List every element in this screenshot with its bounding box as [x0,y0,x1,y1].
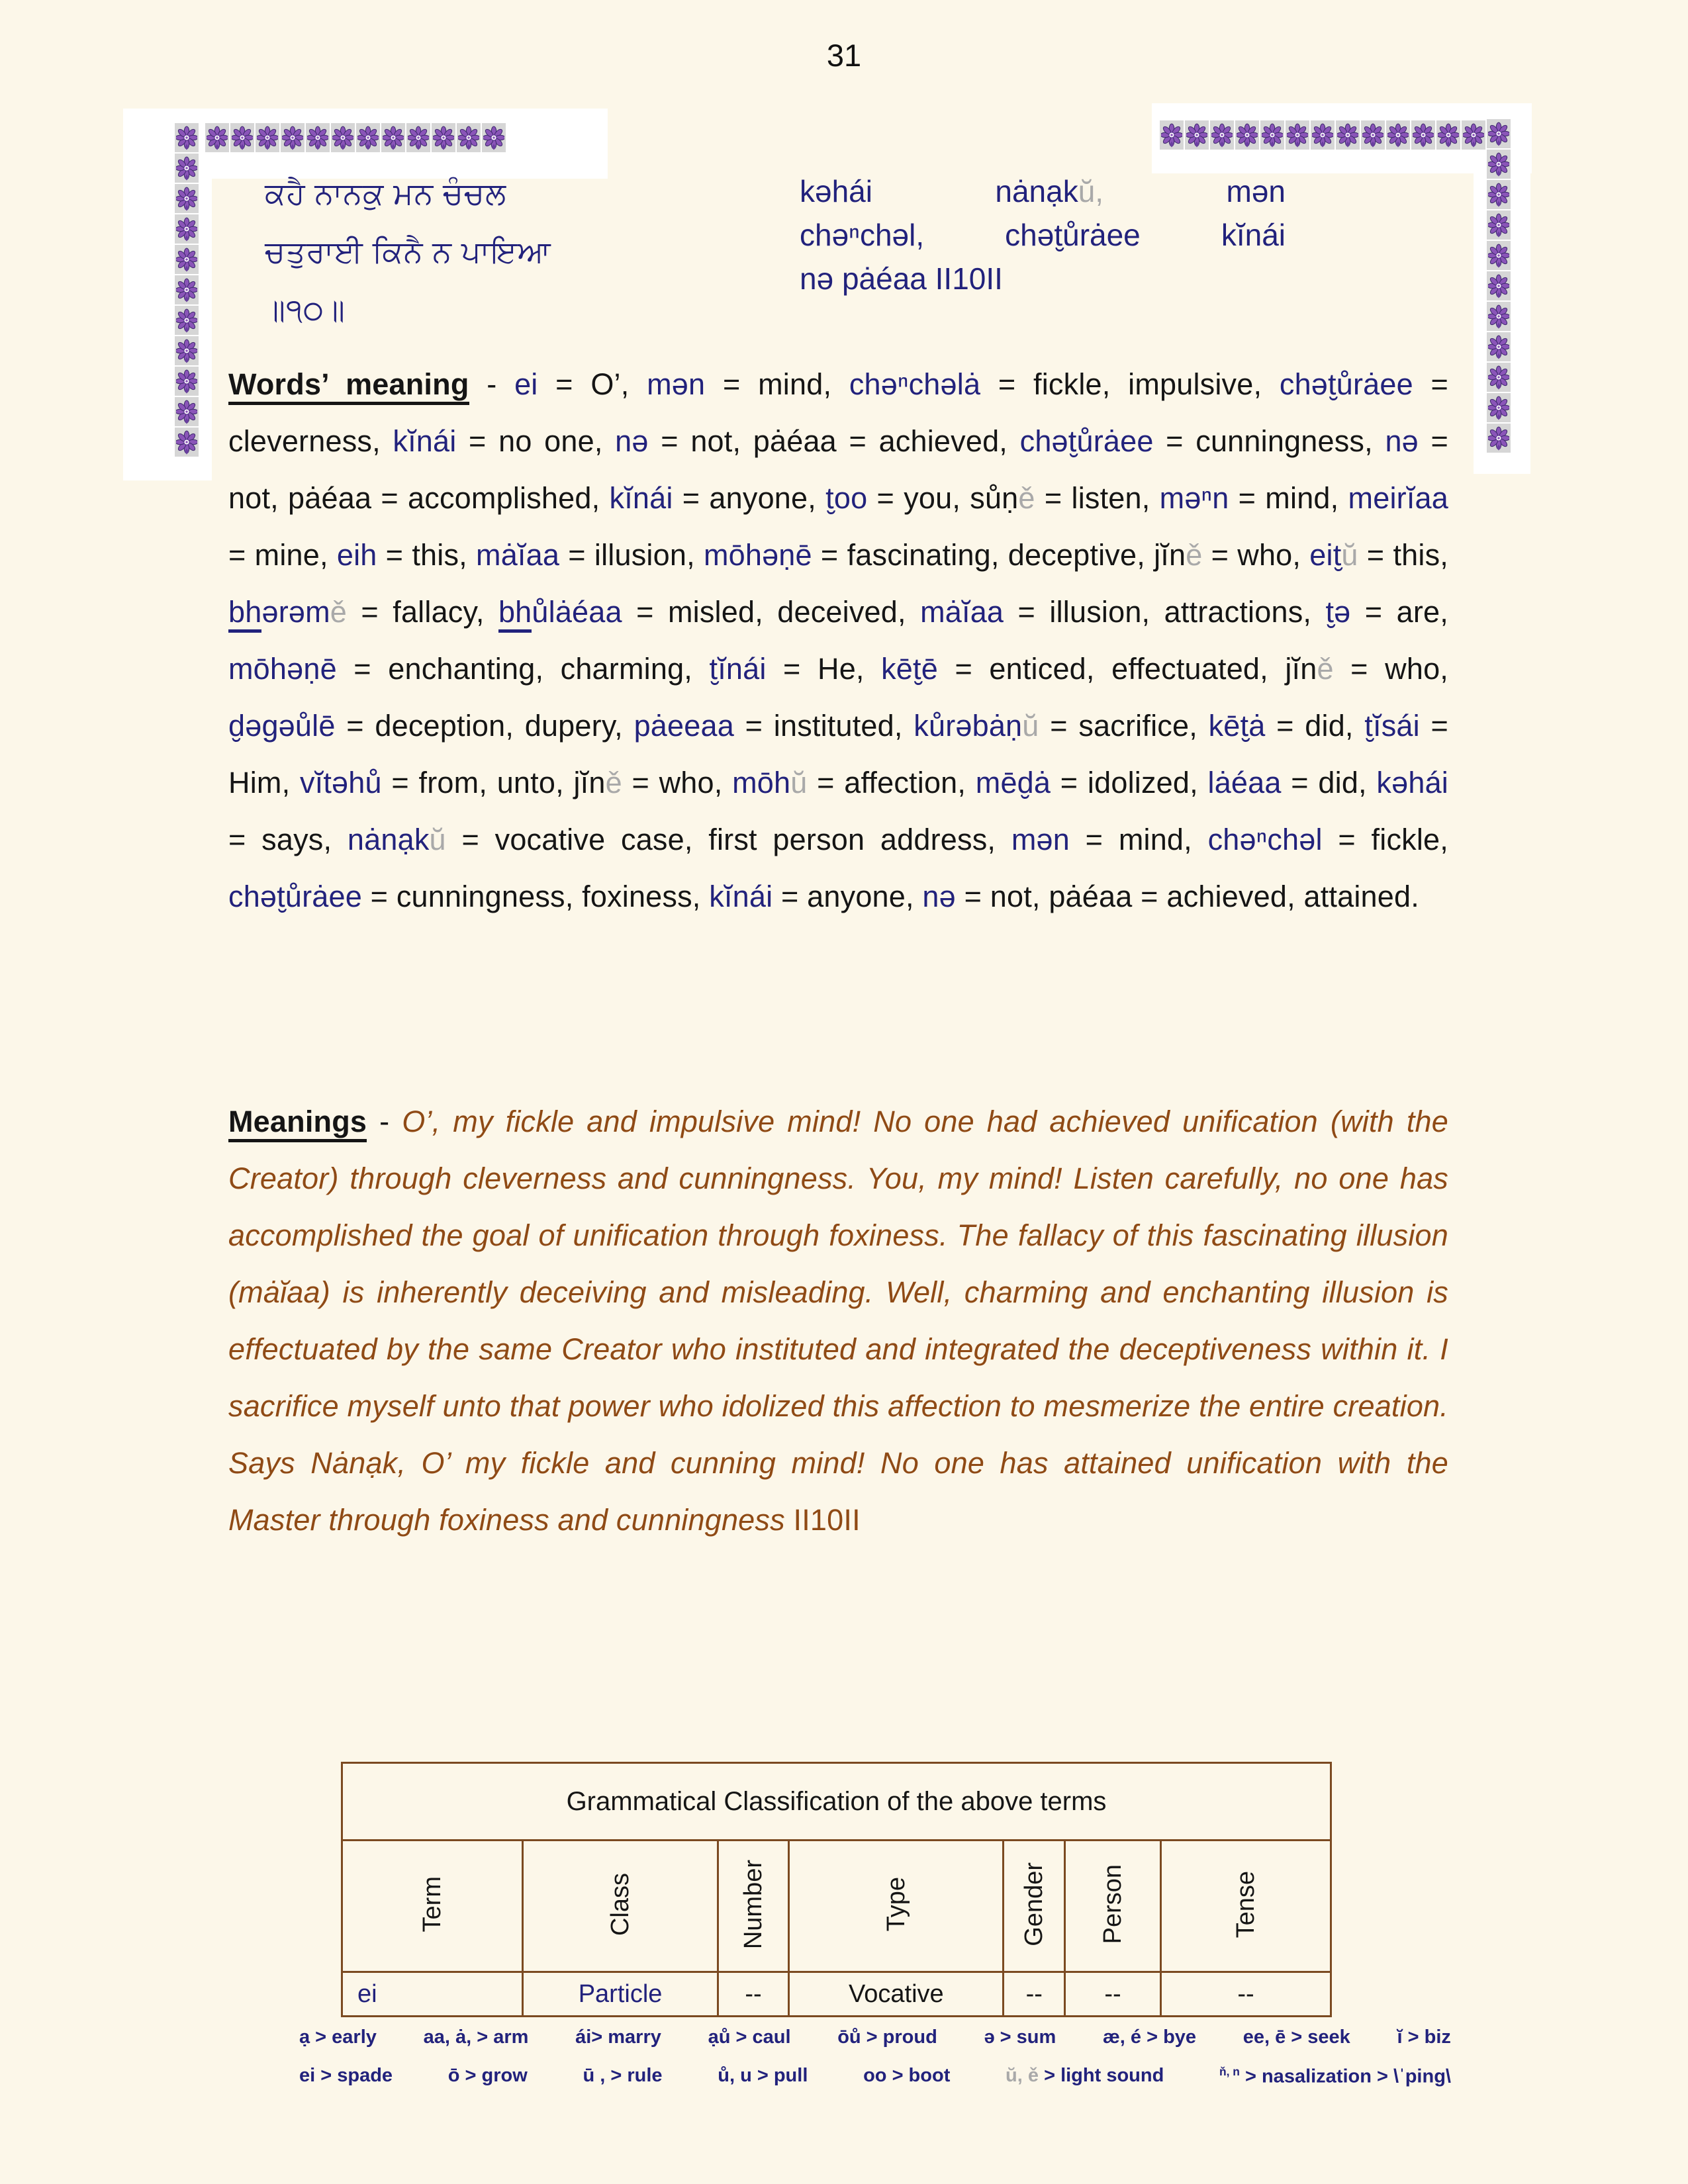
transliteration-verse [800,169,1286,300]
flower-icon [175,184,199,213]
text-segment: ě [1018,481,1035,515]
text-segment: kĭnái [709,880,773,913]
text-segment: = who, [1333,652,1448,686]
text-segment: = fascinating, deceptive, jĭn [812,538,1186,572]
text-segment: = not, pȧéaa = achieved, [648,424,1020,458]
text-segment: = mind, [1069,823,1208,856]
transliteration-word [800,169,872,213]
text-segment: ŭ [429,823,446,856]
flower-icon [282,124,303,151]
flower-icon [176,338,197,364]
text-segment: nȧnạk [995,174,1078,208]
flower-icon [356,123,380,152]
text-segment: = not, pȧéaa = accomplished, [228,424,1448,515]
flower-icon [175,123,199,152]
transliteration-line [800,169,1286,213]
pronunciation-entry [1006,2065,1164,2088]
pronunciation-guide-row-1 [299,2026,1451,2048]
page-number: 31 [826,38,862,73]
flower-border-top-right-vertical [1487,119,1511,453]
flower-icon [175,397,199,426]
flower-icon [1160,120,1184,150]
text-segment: oo > boot [863,2065,951,2086]
flower-icon [176,185,197,212]
text-segment: chət̮ůrȧee [1019,424,1154,458]
transliteration-word [1005,213,1141,257]
flower-icon [1487,302,1511,331]
flower-icon [176,216,197,242]
text-segment: ů, u > pull [718,2065,808,2086]
table-cell: -- [1004,1972,1065,2017]
text-segment: d̮əgəůlē [228,709,336,743]
flower-icon [383,124,404,151]
flower-icon [176,398,197,425]
text-segment: chəⁿchəl, [800,218,925,252]
table-header-cell [789,1841,1004,1972]
pronunciation-entry [708,2026,791,2048]
text-segment: chət̮ůrȧee [228,880,362,913]
flower-icon [1487,210,1511,240]
text-segment: = affection, [807,766,976,799]
text-segment: = enchanting, charming, [336,652,710,686]
text-segment: = mine, [228,538,337,572]
flower-icon [257,124,278,151]
flower-icon [1387,122,1409,148]
flower-icon [175,245,199,274]
text-segment: ei [514,367,538,401]
grammar-classification-table [341,1762,1332,2017]
text-segment: ě [330,595,348,629]
text-segment: mēd̮ȧ [975,766,1051,799]
text-segment: ůlȧéaa [532,595,622,629]
pronunciation-entry [1219,2065,1451,2088]
flower-icon [1287,122,1308,148]
transliteration-word [1221,213,1286,257]
text-segment: = cleverness, [228,367,1448,458]
text-segment: ě [605,766,622,799]
transliteration-word [995,169,1103,213]
text-segment: chət̮ůrȧee [1005,218,1141,252]
text-segment: = O’, [538,367,647,401]
table-header-label: Gender [1020,1862,1049,1946]
flower-icon [1488,212,1509,238]
text-segment: nə pȧéaa II10II [800,261,1003,296]
flower-icon [230,123,254,152]
flower-icon [176,429,197,455]
text-segment: t̮ĭsái [1364,709,1420,743]
flower-icon [175,336,199,365]
pronunciation-entry [575,2026,661,2048]
flower-icon [175,154,199,183]
text-segment: II10II [793,1503,861,1537]
pronunciation-entry [424,2026,529,2048]
flower-icon [176,246,197,273]
text-segment: O’, my fickle and impulsive mind! No one had achieved unification (with the Creator) through cleverness and cunningness. You, my mind! Listen carefully, no one has accomplished the goal of unification through foxiness. The fallacy of this fascinating illusion (mȧĭaa) is inherently deceiving and misleading. Well, charming and enchanting illusion is effectuated by the same Creator who instituted and integrated the deceptiveness within it. I sacrifice myself unto that power who idolized this affection to mesmerize the entire creation. Says Nȧnạk, O’ my fickle and cunning mind! No one has attained unification with the Master through foxiness and cunningness [228,1105,1448,1537]
text-segment: məⁿn [1159,481,1229,515]
text-segment: ĭ > biz [1397,2026,1451,2048]
flower-icon [357,124,379,151]
text-segment: lȧéaa [1207,766,1282,799]
text-segment: = who, [622,766,733,799]
flower-border-top-left-vertical [175,123,199,457]
flower-icon [175,428,199,457]
flower-icon [1488,181,1509,208]
flower-icon [1487,332,1511,361]
text-segment: chəⁿchəl [1207,823,1323,856]
flower-icon [256,123,279,152]
table-header-label: Tense [1231,1870,1260,1938]
pronunciation-entry [299,2026,377,2048]
flower-icon [1488,242,1509,269]
flower-icon [1337,122,1358,148]
text-segment: ạ > early [299,2026,377,2048]
text-segment: = idolized, [1051,766,1208,799]
flower-icon [176,368,197,394]
text-segment: ōů > proud [837,2026,937,2048]
text-segment: meirĭaa [1348,481,1448,515]
text-segment: = listen, [1035,481,1160,515]
table-header-cell [1160,1841,1331,1972]
text-segment: ō > grow [447,2065,528,2086]
flower-icon [175,275,199,304]
text-segment: Meanings [228,1105,367,1142]
text-segment: = misled, deceived, [622,595,921,629]
text-segment: = deception, dupery, [335,709,634,743]
flower-icon [1487,393,1511,422]
transliteration-word [1227,169,1286,213]
pronunciation-entry [1243,2026,1350,2048]
flower-icon [1487,150,1511,179]
text-segment: = this, [377,538,477,572]
pronunciation-guide-row-2 [299,2065,1451,2088]
flower-border-top-right-horizontal [1160,120,1485,150]
text-segment: æ, é > bye [1103,2026,1197,2048]
text-segment: = mind, [705,367,849,401]
text-segment: ŭ [1022,709,1039,743]
pronunciation-entry [1397,2026,1451,2048]
text-segment: mən [647,367,706,401]
text-segment: mōhəṇē [703,538,812,572]
flower-icon [1386,120,1410,150]
pronunciation-entry [448,2065,528,2088]
text-segment: nə [615,424,649,458]
text-segment: = cunningness, [1153,424,1385,458]
table-cell: -- [718,1972,789,2017]
flower-icon [1488,334,1509,360]
text-segment: = sacrifice, [1039,709,1209,743]
pronunciation-entry [583,2065,662,2088]
text-segment: t̮ə [1325,595,1351,629]
text-segment: eih [336,538,377,572]
text-segment: = Him, [228,709,1448,799]
flower-icon [175,214,199,244]
table-cell: -- [1160,1972,1331,2017]
table-header-label: Person [1099,1864,1127,1944]
flower-icon [1463,122,1484,148]
flower-icon [306,123,330,152]
text-segment: eit̮ [1309,538,1342,572]
text-segment: = illusion, attractions, [1004,595,1326,629]
pronunciation-entry [1103,2026,1196,2048]
text-segment: Words’ meaning [228,367,469,405]
text-segment: ŭ, [1078,174,1104,208]
text-segment: kĭnái [609,481,673,515]
flower-icon [281,123,305,152]
flower-icon [1411,120,1435,150]
flower-icon [1488,303,1509,330]
flower-icon [1487,271,1511,300]
text-segment: kēt̮ȧ [1208,709,1266,743]
text-segment: = vocative case, first person address, [445,823,1011,856]
text-segment: kēt̮ē [881,652,938,686]
text-segment: nȧnạk [347,823,430,856]
text-segment: - [367,1105,402,1138]
transliteration-line [800,257,1286,300]
transliteration-word [800,257,1003,300]
text-segment: ŭ [790,766,808,799]
text-segment: mōhəṇē [228,652,337,686]
text-segment: = no one, [456,424,616,458]
flower-icon [482,123,506,152]
table-header-cell [1004,1841,1065,1972]
flower-icon [232,124,253,151]
text-segment: ŭ [1341,538,1358,572]
pronunciation-entry [718,2065,808,2088]
text-segment: = you, sůṇ [867,481,1019,515]
text-segment: = He, [766,652,882,686]
gurmukhi-line: ॥੧੦॥ [265,293,346,327]
text-segment: kĭnái [1221,218,1286,252]
flower-border-top-left-horizontal [205,123,506,152]
text-segment: bh [228,595,261,633]
gurmukhi-verse [265,164,551,339]
text-segment: = anyone, [673,481,826,515]
flower-icon [1237,122,1258,148]
flower-icon [207,124,228,151]
text-segment: ū , > rule [583,2065,663,2086]
text-segment: t̮ĭnái [709,652,767,686]
flower-icon [381,123,405,152]
transliteration-word [800,213,924,257]
flower-icon [1488,364,1509,390]
text-segment: ei > spade [299,2065,393,2086]
flower-icon [1336,120,1360,150]
flower-icon [408,124,429,151]
gurmukhi-line: ਚਤੁਰਾਈ ਕਿਨੈ ਨ ਪਾਇਆ [265,234,551,269]
text-segment: ě [1317,652,1334,686]
text-segment: mōh [732,766,791,799]
flower-icon [458,124,479,151]
text-segment: pȧeeaa [633,709,734,743]
flower-icon [1311,120,1335,150]
text-segment: mȧĭaa [476,538,560,572]
text-segment: ạů > caul [708,2026,791,2048]
flower-icon [1211,122,1233,148]
text-segment: nə [922,880,956,913]
flower-icon [1436,120,1460,150]
table-cell: -- [1065,1972,1161,2017]
flower-icon [1312,122,1333,148]
table-cell: ei [342,1972,523,2017]
flower-icon [1161,122,1182,148]
flower-icon [332,124,353,151]
table-header-cell [718,1841,789,1972]
text-segment: = did, [1265,709,1365,743]
pronunciation-entry [299,2065,393,2088]
flower-icon [1361,120,1385,150]
flower-icon [176,277,197,303]
text-segment: ŭ, ě [1006,2065,1039,2086]
table-row [342,1972,1331,2017]
text-segment: ərəm [261,595,330,629]
flower-icon [1487,424,1511,453]
words-meaning-paragraph [228,356,1448,925]
flower-icon [1438,122,1459,148]
text-segment: = this, [1358,538,1448,572]
flower-icon [432,123,455,152]
flower-icon [175,306,199,335]
flower-icon [1462,120,1485,150]
flower-icon [205,123,229,152]
table-header-label: Type [882,1877,910,1932]
flower-icon [1487,241,1511,270]
flower-icon [1235,120,1259,150]
table-header-label: Class [606,1872,635,1936]
flower-icon [1487,180,1511,209]
table-header-cell [342,1841,523,1972]
text-segment: = illusion, [559,538,704,572]
flower-icon [1210,120,1234,150]
flower-icon [176,124,197,151]
table-header-cell [523,1841,718,1972]
flower-icon [1286,120,1309,150]
text-segment: = cunningness, foxiness, [361,880,710,913]
text-segment: chət̮ůrȧee [1279,367,1413,401]
text-segment: ň, n [1219,2065,1240,2078]
text-segment: ái> marry [575,2026,661,2048]
text-segment: kəhái [800,174,872,208]
table-header-label: Term [418,1876,447,1933]
meanings-paragraph [228,1093,1448,1549]
text-segment: ə > sum [984,2026,1056,2048]
pronunciation-entry [984,2026,1056,2048]
gurmukhi-line: ਕਹੈ ਨਾਨਕੁ ਮਨ ਚੰਚਲ [265,176,507,210]
flower-icon [1488,273,1509,299]
flower-icon [1487,363,1511,392]
text-segment: = enticed, effectuated, jĭn [937,652,1317,686]
flower-icon [1362,122,1383,148]
text-segment: nə [1385,424,1419,458]
text-segment: = did, [1281,766,1377,799]
flower-icon [483,124,504,151]
text-segment: bh [498,595,532,633]
flower-icon [176,155,197,181]
flower-icon [1488,394,1509,421]
text-segment: mȧĭaa [920,595,1004,629]
transliteration-line [800,213,1286,257]
text-segment: kĭnái [393,424,457,458]
text-segment: > nasalization > \ˈping\ [1239,2066,1451,2087]
text-segment: = anyone, [773,880,923,913]
text-segment: aa, ȧ, > arm [423,2026,529,2048]
text-segment: mən [1226,174,1286,208]
flower-icon [1487,119,1511,148]
table-cell: Particle [523,1972,718,2017]
text-segment: = mind, [1229,481,1348,515]
table-header-label: Number [739,1859,767,1950]
text-segment: = fallacy, [347,595,498,629]
flower-icon [176,307,197,334]
flower-icon [433,124,454,151]
text-segment: = not, pȧéaa = achieved, attained. [955,880,1419,913]
text-segment: = fickle, impulsive, [980,367,1280,401]
flower-icon [307,124,328,151]
flower-icon [1413,122,1434,148]
flower-icon [1185,120,1209,150]
text-segment: t̮oo [825,481,868,515]
flower-icon [1488,120,1509,147]
flower-icon [331,123,355,152]
flower-icon [1488,151,1509,177]
table-header-cell [1065,1841,1161,1972]
text-segment: chəⁿchəlȧ [849,367,981,401]
text-segment: - [469,367,515,401]
text-segment: kəhái [1376,766,1448,799]
flower-icon [1260,120,1284,150]
text-segment: = from, unto, jĭn [381,766,606,799]
flower-icon [1488,425,1509,451]
text-segment: kůrəbȧṇ [914,709,1023,743]
text-segment: vĭtəhů [299,766,382,799]
text-segment: = instituted, [733,709,914,743]
flower-icon [1186,122,1207,148]
flower-icon [175,367,199,396]
text-segment: = says, [228,823,348,856]
pronunciation-entry [863,2065,950,2088]
text-segment: = who, [1202,538,1310,572]
text-segment: = fickle, [1322,823,1448,856]
pronunciation-entry [837,2026,937,2048]
text-segment: = are, [1350,595,1448,629]
text-segment: mən [1011,823,1070,856]
flower-icon [457,123,481,152]
text-segment: > light sound [1039,2065,1164,2086]
table-title: Grammatical Classification of the above terms [342,1763,1331,1841]
flower-icon [1262,122,1283,148]
text-segment: ee, ē > seek [1243,2026,1350,2048]
flower-icon [406,123,430,152]
table-cell: Vocative [789,1972,1004,2017]
text-segment: ě [1186,538,1203,572]
